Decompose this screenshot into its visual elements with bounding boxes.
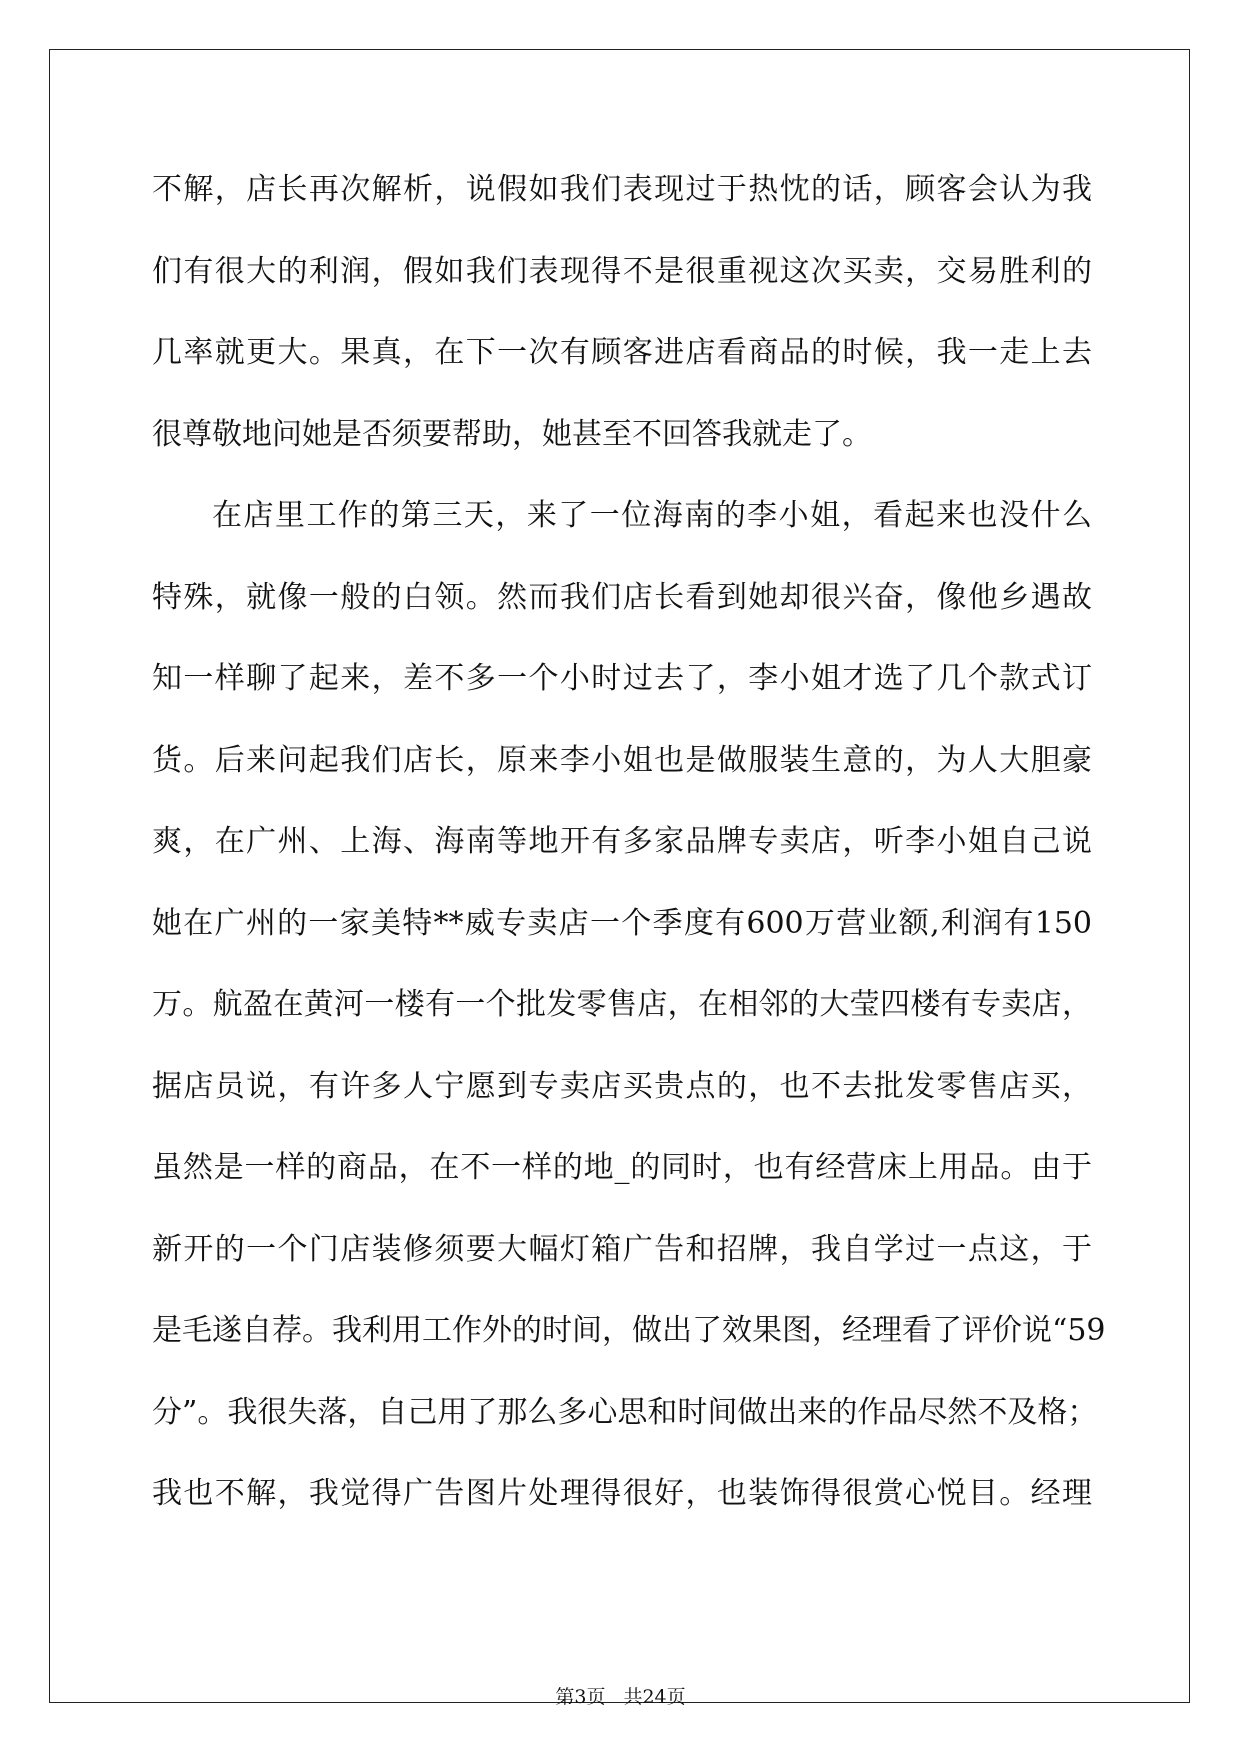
paragraph-1 [152, 162, 1092, 488]
text-line: 们有很大的利润，假如我们表现得不是很重视这次买卖，交易胜利的 [152, 253, 1092, 289]
text-line: 货。后来问起我们店长，原来李小姐也是做服装生意的，为人大胆豪 [152, 742, 1092, 778]
page-total: 共24页 [623, 1686, 686, 1708]
text-line: 不解，店长再次解析，说假如我们表现过于热忱的话，顾客会认为我 [152, 172, 1092, 207]
text-line: 她在广州的一家美特**威专卖店一个季度有600万营业额,利润有150 [152, 905, 1092, 941]
page-footer [0, 1685, 1241, 1709]
text-line: 是毛遂自荐。我利用工作外的时间，做出了效果图，经理看了评价说“59 [152, 1313, 1106, 1348]
page-number: 第3页 [555, 1686, 606, 1708]
text-line: 虽然是一样的商品，在不一样的地_的同时，也有经营床上用品。由于 [152, 1150, 1092, 1185]
text-line: 我也不解，我觉得广告图片处理得很好，也装饰得很赏心悦目。经理 [152, 1476, 1092, 1511]
document-body [152, 162, 1106, 1548]
text-line: 很尊敬地问她是否须要帮助，她甚至不回答我就走了。 [152, 416, 872, 452]
text-line: 据店员说，有许多人宁愿到专卖店买贵点的，也不去批发零售店买， [152, 1068, 1092, 1104]
text-line: 在店里工作的第三天，来了一位海南的李小姐，看起来也没什么 [212, 498, 1092, 533]
text-line: 分”。我很失落，自己用了那么多心思和时间做出来的作品尽然不及格； [152, 1394, 1098, 1430]
text-line: 知一样聊了起来，差不多一个小时过去了，李小姐才选了几个款式订 [152, 661, 1092, 696]
text-line: 万。航盈在黄河一楼有一个批发零售店，在相邻的大莹四楼有专卖店， [152, 987, 1092, 1022]
paragraph-2 [152, 488, 1106, 1548]
text-line: 新开的一个门店装修须要大幅灯箱广告和招牌，我自学过一点这，于 [152, 1231, 1092, 1267]
text-line: 几率就更大。果真，在下一次有顾客进店看商品的时候，我一走上去 [152, 335, 1092, 370]
text-line: 爽，在广州、上海、海南等地开有多家品牌专卖店，听李小姐自己说 [152, 824, 1092, 859]
text-line: 特殊，就像一般的白领。然而我们店长看到她却很兴奋，像他乡遇故 [152, 579, 1092, 615]
